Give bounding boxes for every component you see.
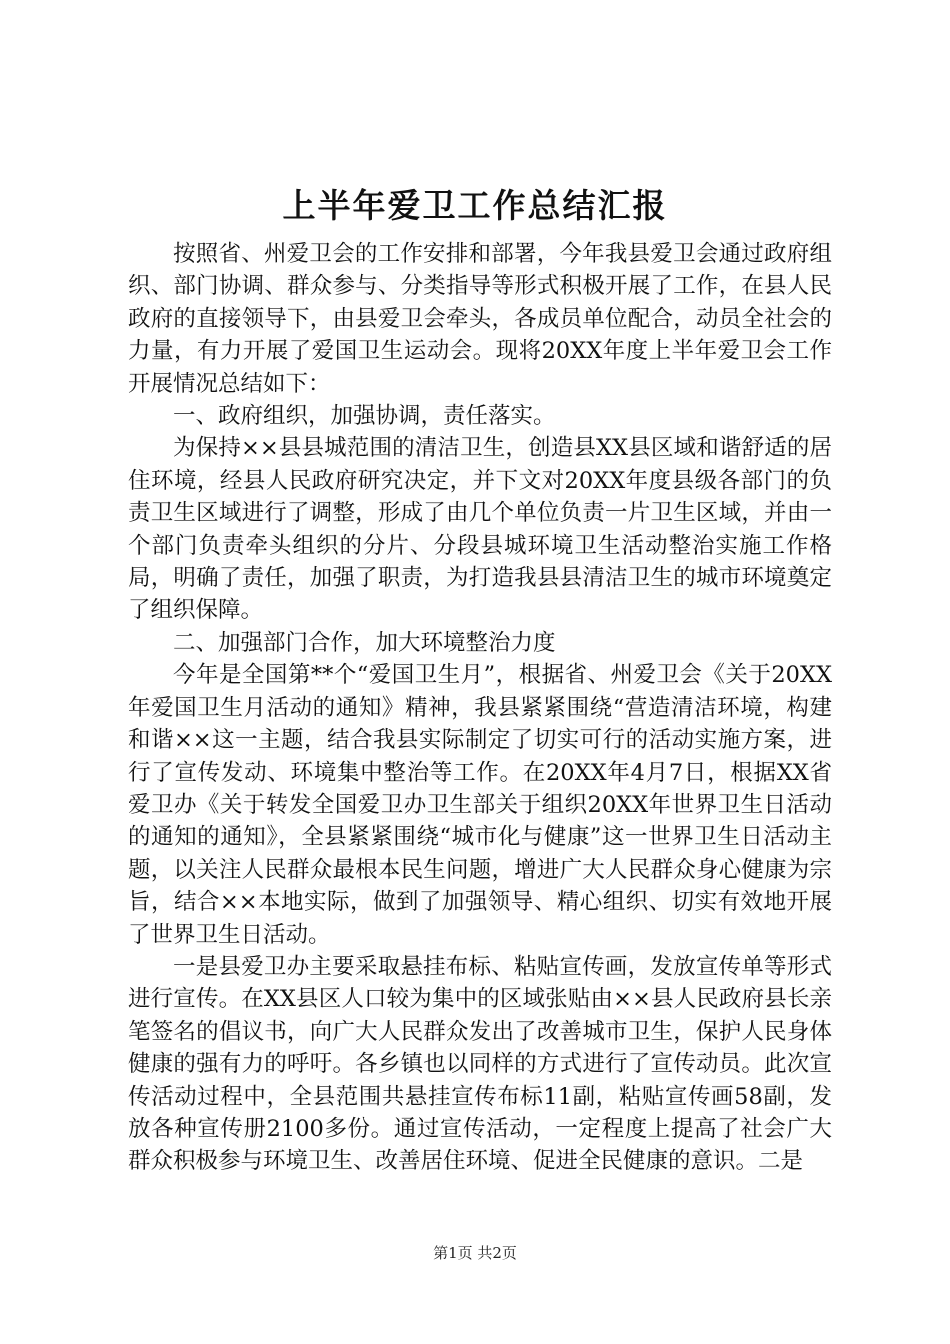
section-heading-2: 二、加强部门合作，加大环境整治力度 [173,629,556,656]
paragraph-publicity: 一是县爱卫办主要采取悬挂布标、粘贴宣传画，发放宣传单等形式进行宣传。在XX县区人口较为集中的区域张贴由××县人民政府县长亲笔签名的倡议书，向广大人民群众发出了改善城市卫生，保护人民身体健康的强有力的呼吁。各乡镇也以同样的方式进行了宣传动员。此次宣传活动过程中，全县范围共悬挂宣传布标11副，粘贴宣传画58副，发放各种宣传册2100多份。通过宣传活动，一定程度上提高了社会广大群众积极参与环境卫生、改善居住环境、促进全民健康的意识。二是 [128,953,832,1175]
page-footer: 第1页 共2页 [433,1244,517,1262]
paragraph-section-1: 为保持××县县城范围的清洁卫生，创造县XX县区域和谐舒适的居住环境，经县人民政府研究决定，并下文对20XX年度县级各部门的负责卫生区域进行了调整，形成了由几个单位负责一片卫生区域，并由一个部门负责牵头组织的分片、分段县城环境卫生活动整治实施工作格局，明确了责任，加强了职责，为打造我县县清洁卫生的城市环境奠定了组织保障。 [128,435,832,624]
paragraph-intro: 按照省、州爱卫会的工作安排和部署，今年我县爱卫会通过政府组织、部门协调、群众参与、分类指导等形式积极开展了工作，在县人民政府的直接领导下，由县爱卫会牵头，各成员单位配合，动员全社会的力量，有力开展了爱国卫生运动会。现将20XX年度上半年爱卫会工作开展情况总结如下： [128,241,832,397]
paragraph-section-2: 今年是全国第**个“爱国卫生月”，根据省、州爱卫会《关于20XX年爱国卫生月活动的通知》精神，我县紧紧围绕“营造清洁环境，构建和谐××这一主题，结合我县实际制定了切实可行的活动实施方案，进行了宣传发动、环境集中整治等工作。在20XX年4月7日，根据XX省爱卫办《关于转发全国爱卫办卫生部关于组织20XX年世界卫生日活动的通知的通知》，全县紧紧围绕“城市化与健康”这一世界卫生日活动主题，以关注人民群众最根本民生问题，增进广大人民群众身心健康为宗旨，结合××本地实际，做到了加强领导、精心组织、切实有效地开展了世界卫生日活动。 [128,662,832,948]
document-title: 上半年爱卫工作总结汇报 [282,186,668,225]
section-heading-1: 一、政府组织，加强协调，责任落实。 [173,403,556,430]
document-body [128,238,832,1178]
